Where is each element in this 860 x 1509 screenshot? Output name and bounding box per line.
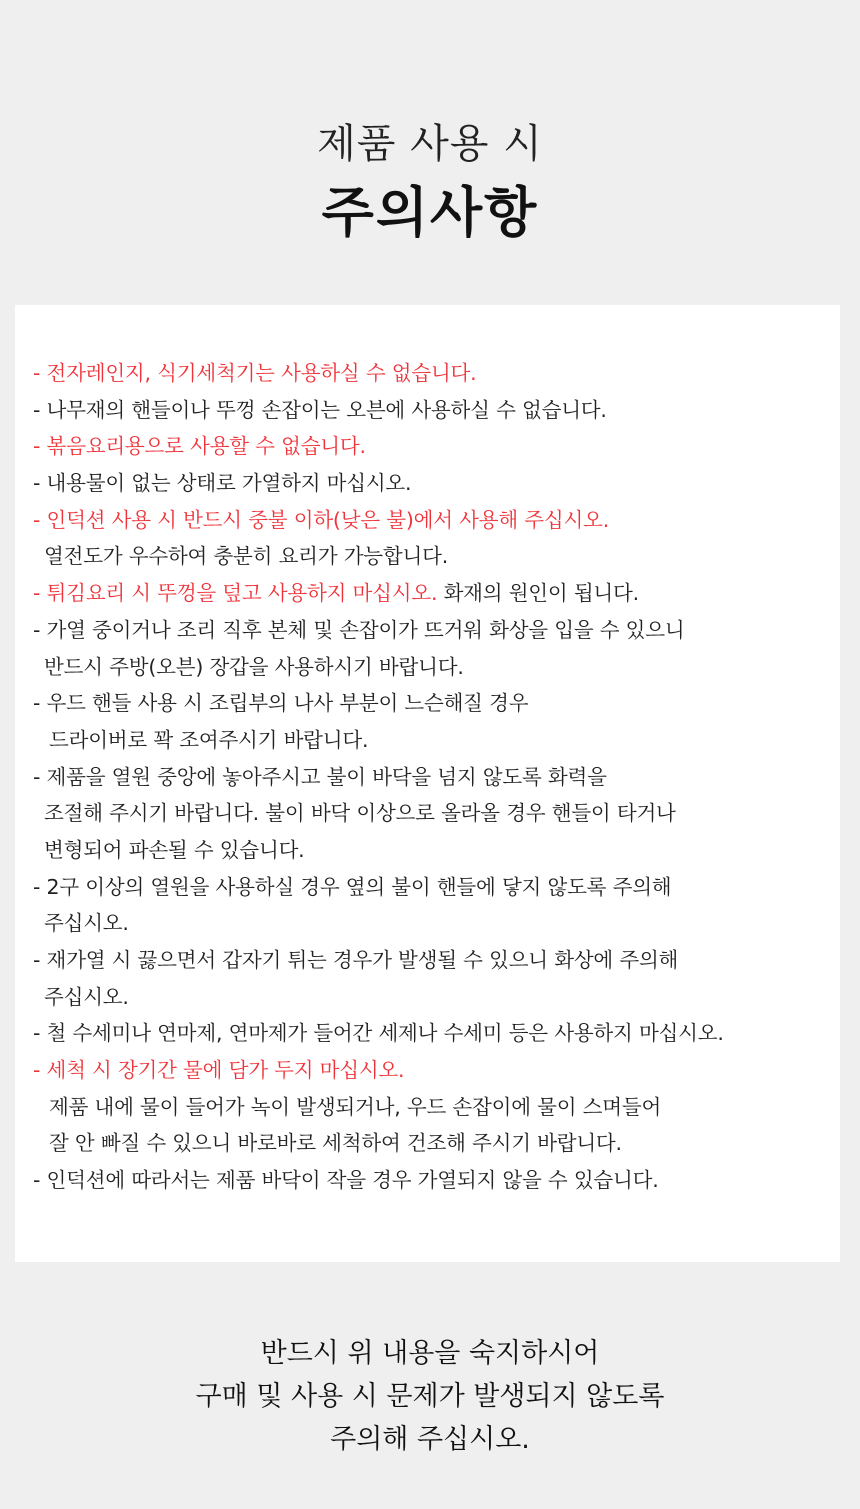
warning-text: - 세척 시 장기간 물에 담가 두지 마십시오.	[33, 1058, 405, 1083]
note-text: 열전도가 우수하여 충분히 요리가 가능합니다.	[44, 544, 449, 569]
warning-text: - 튀김요리 시 뚜껑을 덮고 사용하지 마십시오.	[33, 581, 438, 606]
footer-notice	[0, 1332, 860, 1461]
note-text: - 인덕션에 따라서는 제품 바닥이 작을 경우 가열되지 않을 수 있습니다.	[33, 1168, 659, 1193]
note-text: - 가열 중이거나 조리 직후 본체 및 손잡이가 뜨거워 화상을 입을 수 있으니	[33, 617, 685, 642]
caution-item	[33, 869, 833, 906]
caution-item	[33, 465, 833, 502]
note-text: 반드시 주방(오븐) 장갑을 사용하시기 바랍니다.	[44, 654, 464, 679]
caution-item	[33, 612, 833, 649]
warning-text: - 인덕션 사용 시 반드시 중불 이하(낮은 불)에서 사용해 주십시오.	[33, 507, 610, 532]
caution-item	[33, 832, 833, 869]
caution-item	[33, 722, 833, 759]
caution-item	[33, 942, 833, 979]
caution-item	[33, 428, 833, 465]
caution-item	[33, 502, 833, 539]
caution-panel	[15, 305, 840, 1262]
note-text: - 재가열 시 끓으면서 갑자기 튀는 경우가 발생될 수 있으니 화상에 주의해	[33, 948, 679, 972]
note-text: - 나무재의 핸들이나 뚜껑 손잡이는 오븐에 사용하실 수 없습니다.	[33, 397, 607, 422]
note-text: 주십시오.	[44, 984, 129, 1009]
caution-item	[33, 355, 833, 392]
footer-line: 구매 및 사용 시 문제가 발생되지 않도록	[195, 1381, 665, 1412]
caution-item	[33, 649, 833, 686]
caution-item	[33, 1125, 833, 1162]
caution-item	[33, 392, 833, 429]
caution-item	[33, 538, 833, 575]
note-text: 주십시오.	[44, 911, 129, 936]
warning-text: - 전자레인지, 식기세척기는 사용하실 수 없습니다.	[33, 361, 477, 385]
note-text: 변형되어 파손될 수 있습니다.	[44, 837, 305, 862]
note-text: - 제품을 열원 중앙에 놓아주시고 불이 바닥을 넘지 않도록 화력을	[33, 764, 607, 789]
caution-list	[33, 355, 833, 1199]
note-text: - 철 수세미나 연마제, 연마제가 들어간 세제나 수세미 등은 사용하지 마십시오.	[33, 1021, 724, 1046]
caution-item	[33, 575, 833, 612]
footer-line: 주의해 주십시오.	[330, 1424, 530, 1455]
note-text: - 우드 핸들 사용 시 조립부의 나사 부분이 느슨해질 경우	[33, 691, 529, 716]
note-text: - 2구 이상의 열원을 사용하실 경우 옆의 불이 핸들에 닿지 않도록 주의해	[33, 874, 672, 899]
caution-item	[33, 685, 833, 722]
note-text: 드라이버로 꽉 조여주시기 바랍니다.	[49, 727, 369, 752]
note-text: 화재의 원인이 됩니다.	[437, 581, 639, 606]
caution-item	[33, 1015, 833, 1052]
note-text: 잘 안 빠질 수 있으니 바로바로 세척하여 건조해 주시기 바랍니다.	[49, 1131, 622, 1156]
note-text: 제품 내에 물이 들어가 녹이 발생되거나, 우드 손잡이에 물이 스며들어	[49, 1094, 662, 1119]
caution-item	[33, 1089, 833, 1126]
footer-line: 반드시 위 내용을 숙지하시어	[260, 1338, 600, 1369]
caution-item	[33, 759, 833, 796]
caution-item	[33, 979, 833, 1016]
caution-item	[33, 1162, 833, 1199]
caution-item	[33, 1052, 833, 1089]
page-subtitle: 제품 사용 시	[317, 121, 543, 167]
caution-item	[33, 905, 833, 942]
warning-text: - 볶음요리용으로 사용할 수 없습니다.	[33, 434, 366, 459]
note-text: - 내용물이 없는 상태로 가열하지 마십시오.	[33, 471, 412, 496]
caution-item	[33, 795, 833, 832]
note-text: 조절해 주시기 바랍니다. 불이 바닥 이상으로 올라올 경우 핸들이 타거나	[44, 801, 676, 826]
header	[0, 0, 860, 305]
page-title: 주의사항	[321, 181, 539, 244]
